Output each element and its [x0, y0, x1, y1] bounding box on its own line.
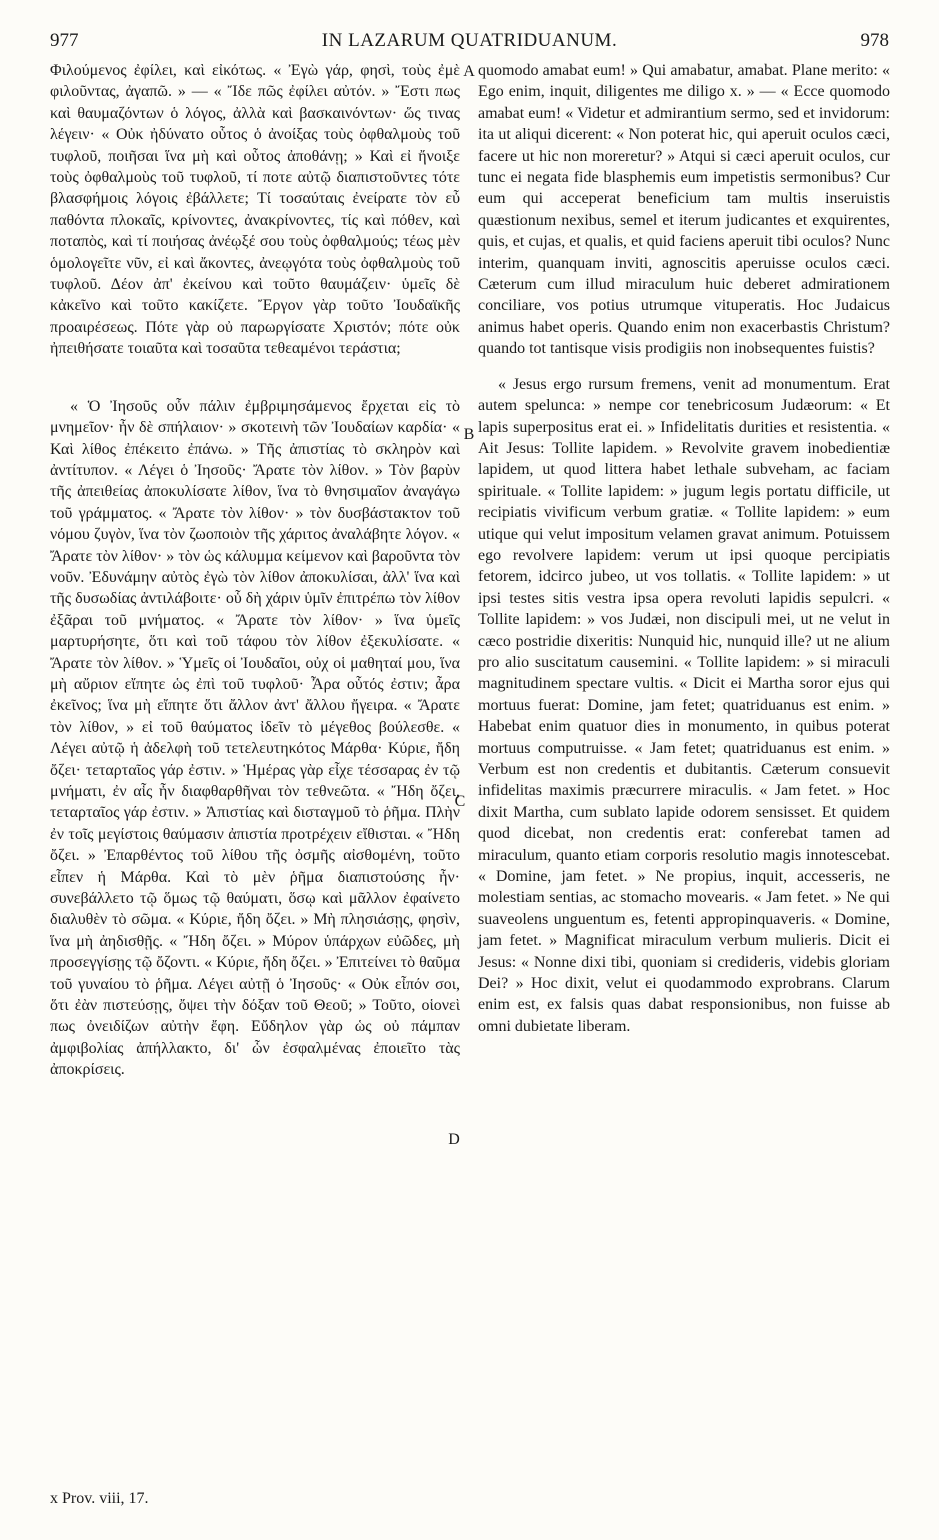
- margin-marker-a: A: [463, 63, 475, 80]
- footnote: x Prov. viii, 17.: [50, 1490, 149, 1507]
- page-number-right: 978: [860, 30, 889, 51]
- running-title: IN LAZARUM QUATRIDUANUM.: [321, 30, 618, 51]
- latin-column: [478, 60, 890, 1037]
- greek-paragraph-1: Φιλούμενος ἐφίλει, καὶ εἰκότως. « Ἐγὼ γάρ, φησὶ, τοὺς ἐμὲ φιλοῦντας, ἀγαπῶ. » — « Ἴδε πῶς ἐφίλει αὐτόν. » Ἔστι πως καὶ θαυμαζόντων ὁ λόγος, ἀλλὰ καὶ βασκαινόντων· ὥς τινας λέγειν· « Οὐκ ἠδύνατο οὗτος ὁ ἀνοίξας τοὺς ὀφθαλμοὺς τοῦ τυφλοῦ, ποιῆσαι ἵνα μὴ καὶ οὗτος ἀποθάνῃ; » Καὶ εἰ ἤνοιξε τοὺς ὀφθαλμοὺς τοῦ τυφλοῦ, τί ποτε αὐτῷ διαπιστοῦντες τότε βλασφήμοις λόγοις ἐβάλλετε; Τί τοσαύταις ἐνείρατε τὸν εὖ παθόντα πλοκαῖς, κρίνοντες, ἀνακρίνοντες, τίς καὶ πόθεν, καὶ ποταπὸς, καὶ τί ποιήσας ἀνέῳξέ σου τοὺς ὀφθαλμούς; τέως μὲν ὁμολογεῖτε νῦν, εἰ καὶ ἄκοντες, ἀνεῳγότα τοὺς ὀφθαλμοὺς τοῦ τυφλοῦ. Δέον ἀπ' ἐκείνου καὶ τοῦτο θαυμάζειν· ὑμεῖς δὲ κἀκεῖνο καὶ τοῦτο κακίζετε. Ἔργον γὰρ τοῦτο Ἰουδαϊκῆς προαιρέσεως. Πότε γὰρ οὐ παρωργίσατε Χριστόν; πότε οὐκ ἠπειθήσατε τοιαῦτα καὶ τοσαῦτα τεθεαμένοι τεράστια;: [50, 62, 460, 358]
- margin-marker-d: D: [448, 1131, 460, 1148]
- page-number-left: 977: [50, 30, 79, 51]
- running-header: [50, 30, 889, 58]
- margin-marker-c: C: [454, 793, 466, 810]
- greek-column: [50, 60, 460, 1081]
- latin-paragraph-1: quomodo amabat eum! » Qui amabatur, amabat. Plane merito: « Ego enim, inquit, diligentes me diligo x. » — « Ecce quomodo amabat eum! « Videtur et admirantium sermo, sed et invidorum: ita ut aliqui dicerent: « Non poterat hic, qui aperuit oculos cæci, facere ut hic non moreretur? » Atqui si cæci aperuit oculos, cur tunc ei negata fide blasphemis eum impetistis sermonibus? Cur eum qui acceperat beneficium tam multis inseruistis quæstionum nexibus, semel et iterum judicantes et exquirentes, quis, et cujas, et qualis, et quid faciens aperuit tibi oculos? Nunc interim, quanquam inviti, agnoscitis aperuisse oculos cæci. Cæterum cum illud miraculum huic deberet admirationem conciliare, vos potius utrumque vituperatis. Hoc Judaicus animus habet operis. Quando enim non exacerbastis Christum? quando tot tantisque visis prodigiis non inobsequentes fuistis?: [478, 62, 890, 358]
- latin-paragraph-2: « Jesus ergo rursum fremens, venit ad monumentum. Erat autem spelunca: » nempe cor tenebricosum Judæorum: « Et lapis superpositus erat ei. » Infidelitatis duritiеs et resistentia. « Ait Jesus: Tollite lapidem. » Revolvite gravem inobedientiæ lapidem, ut quod littera habet lethale subveham, ac faciam spirituale. « Tollite lapidem: » jugum legis portatu difficile, ut recipiatis vivificum verbum gratiæ. « Tollite lapidem: » eum utique qui velut impositum velamen gravat animum. Potuissem ego revolvere lapidem: verum ut ipsi quoque percipiatis fetorem, idcirco jubeo, ut vos tollatis. « Tollite lapidem: » ut ipsi testes sitis vestra ipsa opera revoluti lapidis sepulcri. « Tollite lapidem: » vos Judæi, non discipuli mei, ut ne velut in cæco postridie dixeritis: Nunquid hic, nunquid ille? ut ne alium pro alio suscitatum causemini. « Tollite lapidem: » si miraculi magnitudinem spectare vultis. « Dicit ei Martha soror ejus qui mortuus fuerat: Domine, jam fetet; quatriduanus est enim. » Habebat enim quatuor dies in monumento, in quibus poterat mortuus computruisse. « Jam fetet; quatriduanus est enim. » Verbum est non credentis et dubitantis. Cæterum consuevit infidelitas maximis præcurrere miraculis. « Jam fetet. » Hoc dixit Martha, cum sublato lapide odorem sensisset. Et quidem quod dicebat, non credentis erat: conferebat tamen ad miraculum, quanto etiam corporis resolutio magis innotescebat. « Domine, jam fetet. » Ne propius, inquit, accesseris, ne molestiam sentias, ac stomacho movearis. « Jam fetet. » Ne qui suaveolens unguentum es, fetenti appropinquaveris. « Domine, jam fetet. » Magnificat miraculum verbum mulieris. Dicit ei Jesus: « Nonne dixi tibi, quoniam si credideris, videbis gloriam Dei? » Hoc dixit, velut ei quodammodo exprobrans. Clarum enim est, ex falsis quas dabat responsionibus, non fuisse ab omni dubietate liberam.: [478, 375, 890, 1035]
- greek-paragraph-2: « Ὁ Ἰησοῦς οὖν πάλιν ἐμβριμησάμενος ἔρχεται εἰς τὸ μνημεῖον· ἦν δὲ σπήλαιον· » σκοτεινὴ τῶν Ἰουδαίων καρδία· « Καὶ λίθος ἐπέκειτο ἐπάνω. » Τῆς ἀπιστίας τὸ σκληρὸν καὶ ἀντίτυπον. « Λέγει ὁ Ἰησοῦς· Ἄρατε τὸν λίθον. » Τὸν βαρὺν τῆς ἀπειθείας ἀποκυλίσατε λίθον, ἵνα τὸ θνησιμαῖον ἀναγάγω τοῦ γράμματος. « Ἄρατε τὸν λίθον· » τὸν δυσβάστακτον τοῦ νόμου ζυγὸν, ἵνα τὸν ζωοποιὸν τῆς χάριτος ἀναλάβητε λόγον. « Ἄρατε τὸν λίθον· » τὸν ὡς κάλυμμα κείμενον καὶ βαροῦντα τὸν νοῦν. Ἐδυνάμην αὐτὸς ἐγὼ τὸν λίθον ἀποκυλίσαι, ἀλλ' ἵνα καὶ τῆς δυσωδίας ἀντιλάβοιτε· οὗ δὴ χάριν ὑμῖν ἐπιτρέπω τὸν λίθον ἐξᾶραι τοῦ μνήματος. « Ἄρατε τὸν λίθον· » ἵνα ὑμεῖς μαρτυρήσητε, ὅτι καὶ τοῦ τάφου τὸν λίθον ἐξεκυλίσατε. « Ἄρατε τὸν λίθον. » Ὑμεῖς οἱ Ἰουδαῖοι, οὐχ οἱ μαθηταί μου, ἵνα μὴ αὔριον εἴπητε ὡς ἐπὶ τοῦ τυφλοῦ· Ἆρα οὗτός ἐστιν; ἆρα ἐκεῖνος; ἵνα μὴ εἴπητε ὅτι ἄλλον ἀντ' ἄλλου ἤγειρα. « Ἄρατε τὸν λίθον, » εἰ τοῦ θαύματος ἰδεῖν τὸ μέγεθος βούλεσθε. « Λέγει αὐτῷ ἡ ἀδελφὴ τοῦ τετελευτηκότος Μάρθα· Κύριε, ἤδη ὄζει· τεταρταῖος γάρ ἐστιν. » Ἡμέρας γὰρ εἶχε τέσσαρας ἐν τῷ μνήματι, ἐν αἷς ἦν διαφθαρθῆναι τὸν τεθνεῶτα. « Ἤδη ὄζει, τεταρταῖος γάρ ἐστιν. » Ἀπιστίας καὶ δισταγμοῦ τὸ ῥῆμα. Πλὴν ἐν τοῖς μεγίστοις θαύμασιν ἀπιστία προτρέχειν εἴθισται. « Ἤδη ὄζει. » Ἐπαρθέντος τοῦ λίθου τῆς ὀσμῆς αἰσθομένη, τοῦτο εἶπεν ἡ Μάρθα. Καὶ τὸ μὲν ῥῆμα διαπιστούσης ἦν· συνεβάλλετο τῷ ὅμως τῷ θαύματι, ὅσῳ καὶ μᾶλλον ἐφαίνετο διαλυθὲν τὸ σῶμα. « Κύριε, ἤδη ὄζει. » Μὴ πλησιάσῃς, φησὶν, ἵνα μὴ ἀηδισθῇς. « Ἤδη ὄζει. » Μύρον ὑπάρχων εὐῶδες, μὴ προσεγγίσῃς τῷ ὄζοντι. « Κύριε, ἤδη ὄζει. » Ἐπιτείνει τὸ θαῦμα τοῦ γυναίου τὸ ῥῆμα. Λέγει αὐτῇ ὁ Ἰησοῦς· « Οὐκ εἶπόν σοι, ὅτι ἐὰν πιστεύσῃς, ὄψει τὴν δόξαν τοῦ Θεοῦ; » Τοῦτο, οἱονεὶ πως ὀνειδίζων αὐτὴν ἔφη. Εὔδηλον γὰρ ὡς οὐ πάμπαν ἀμφιβολίας ἀπήλλακτο, δι' ὧν ἐσφαλμένας ἐποιεῖτο τὰς ἀποκρίσεις.: [50, 397, 460, 1079]
- margin-marker-b: B: [463, 426, 475, 443]
